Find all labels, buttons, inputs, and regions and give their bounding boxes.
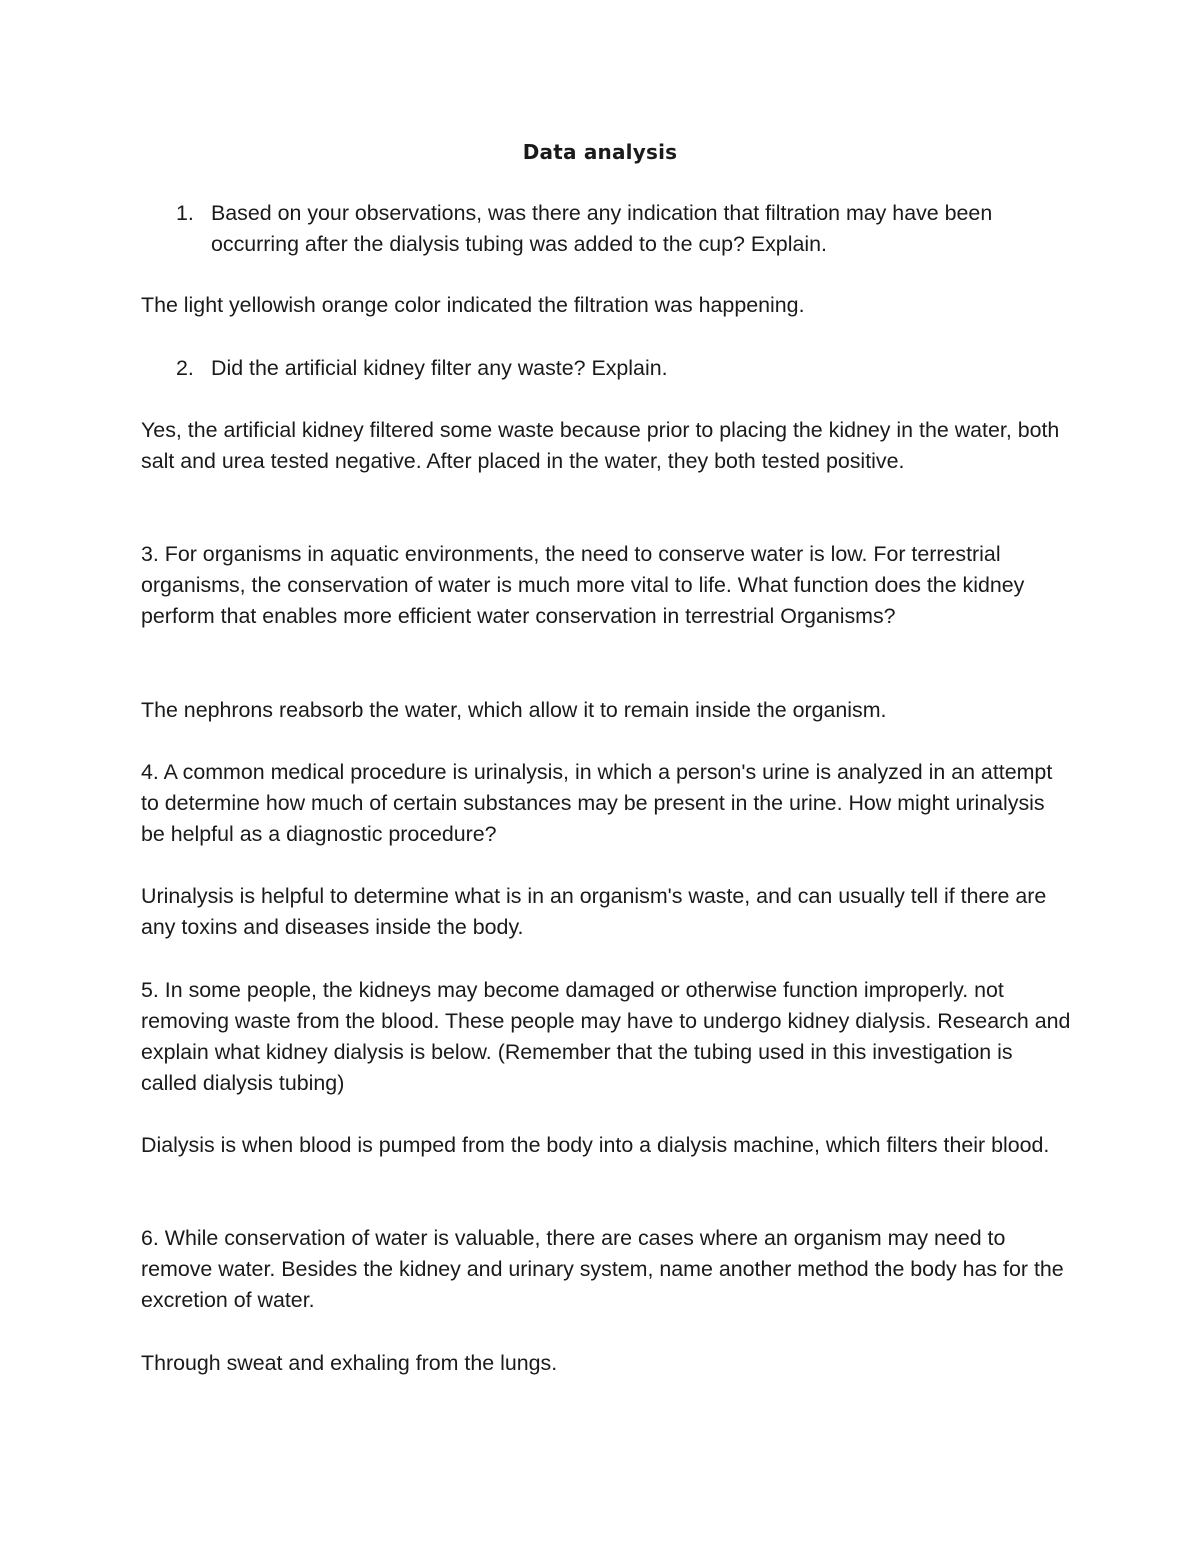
answer-2: Yes, the artificial kidney filtered some waste because prior to placing the kidney in the water, both salt and urea tested negative. After placed in the water, they both tested positive. bbox=[141, 418, 1060, 473]
question-1 bbox=[141, 198, 1071, 260]
question-1-text: Based on your observations, was there any indication that filtration may have been occurring after the dialysis tubing was added to the cup? Explain. bbox=[211, 201, 993, 256]
page-title: Data analysis bbox=[522, 140, 678, 164]
answer-1: The light yellowish orange color indicated the filtration was happening. bbox=[141, 293, 805, 317]
question-5: 5. In some people, the kidneys may become damaged or otherwise function improperly. not removing waste from the blood. These people may have to undergo kidney dialysis. Research and explain what kidney dialysis is below. (Remember that the tubing used in this investigation is called dialysis tubing) bbox=[141, 978, 1071, 1095]
answer-3: The nephrons reabsorb the water, which allow it to remain inside the organism. bbox=[141, 698, 887, 722]
question-2 bbox=[141, 353, 1071, 384]
question-1-number: 1. bbox=[176, 201, 194, 225]
question-2-number: 2. bbox=[176, 356, 194, 380]
answer-5: Dialysis is when blood is pumped from the body into a dialysis machine, which filters their blood. bbox=[141, 1133, 1050, 1157]
question-3: 3. For organisms in aquatic environments, the need to conserve water is low. For terrestrial organisms, the conservation of water is much more vital to life. What function does the kidney perform that enables more efficient water conservation in terrestrial Organisms? bbox=[141, 542, 1025, 628]
answer-4: Urinalysis is helpful to determine what is in an organism's waste, and can usually tell if there are any toxins and diseases inside the body. bbox=[141, 884, 1047, 939]
answer-6: Through sweat and exhaling from the lungs. bbox=[141, 1351, 558, 1375]
question-4: 4. A common medical procedure is urinalysis, in which a person's urine is analyzed in an attempt to determine how much of certain substances may be present in the urine. How might urinalysis be helpful as a diagnostic procedure? bbox=[141, 760, 1053, 846]
question-6: 6. While conservation of water is valuable, there are cases where an organism may need to remove water. Besides the kidney and urinary system, name another method the body has for the excretion of water. bbox=[141, 1226, 1064, 1312]
question-2-text: Did the artificial kidney filter any waste? Explain. bbox=[211, 356, 668, 380]
